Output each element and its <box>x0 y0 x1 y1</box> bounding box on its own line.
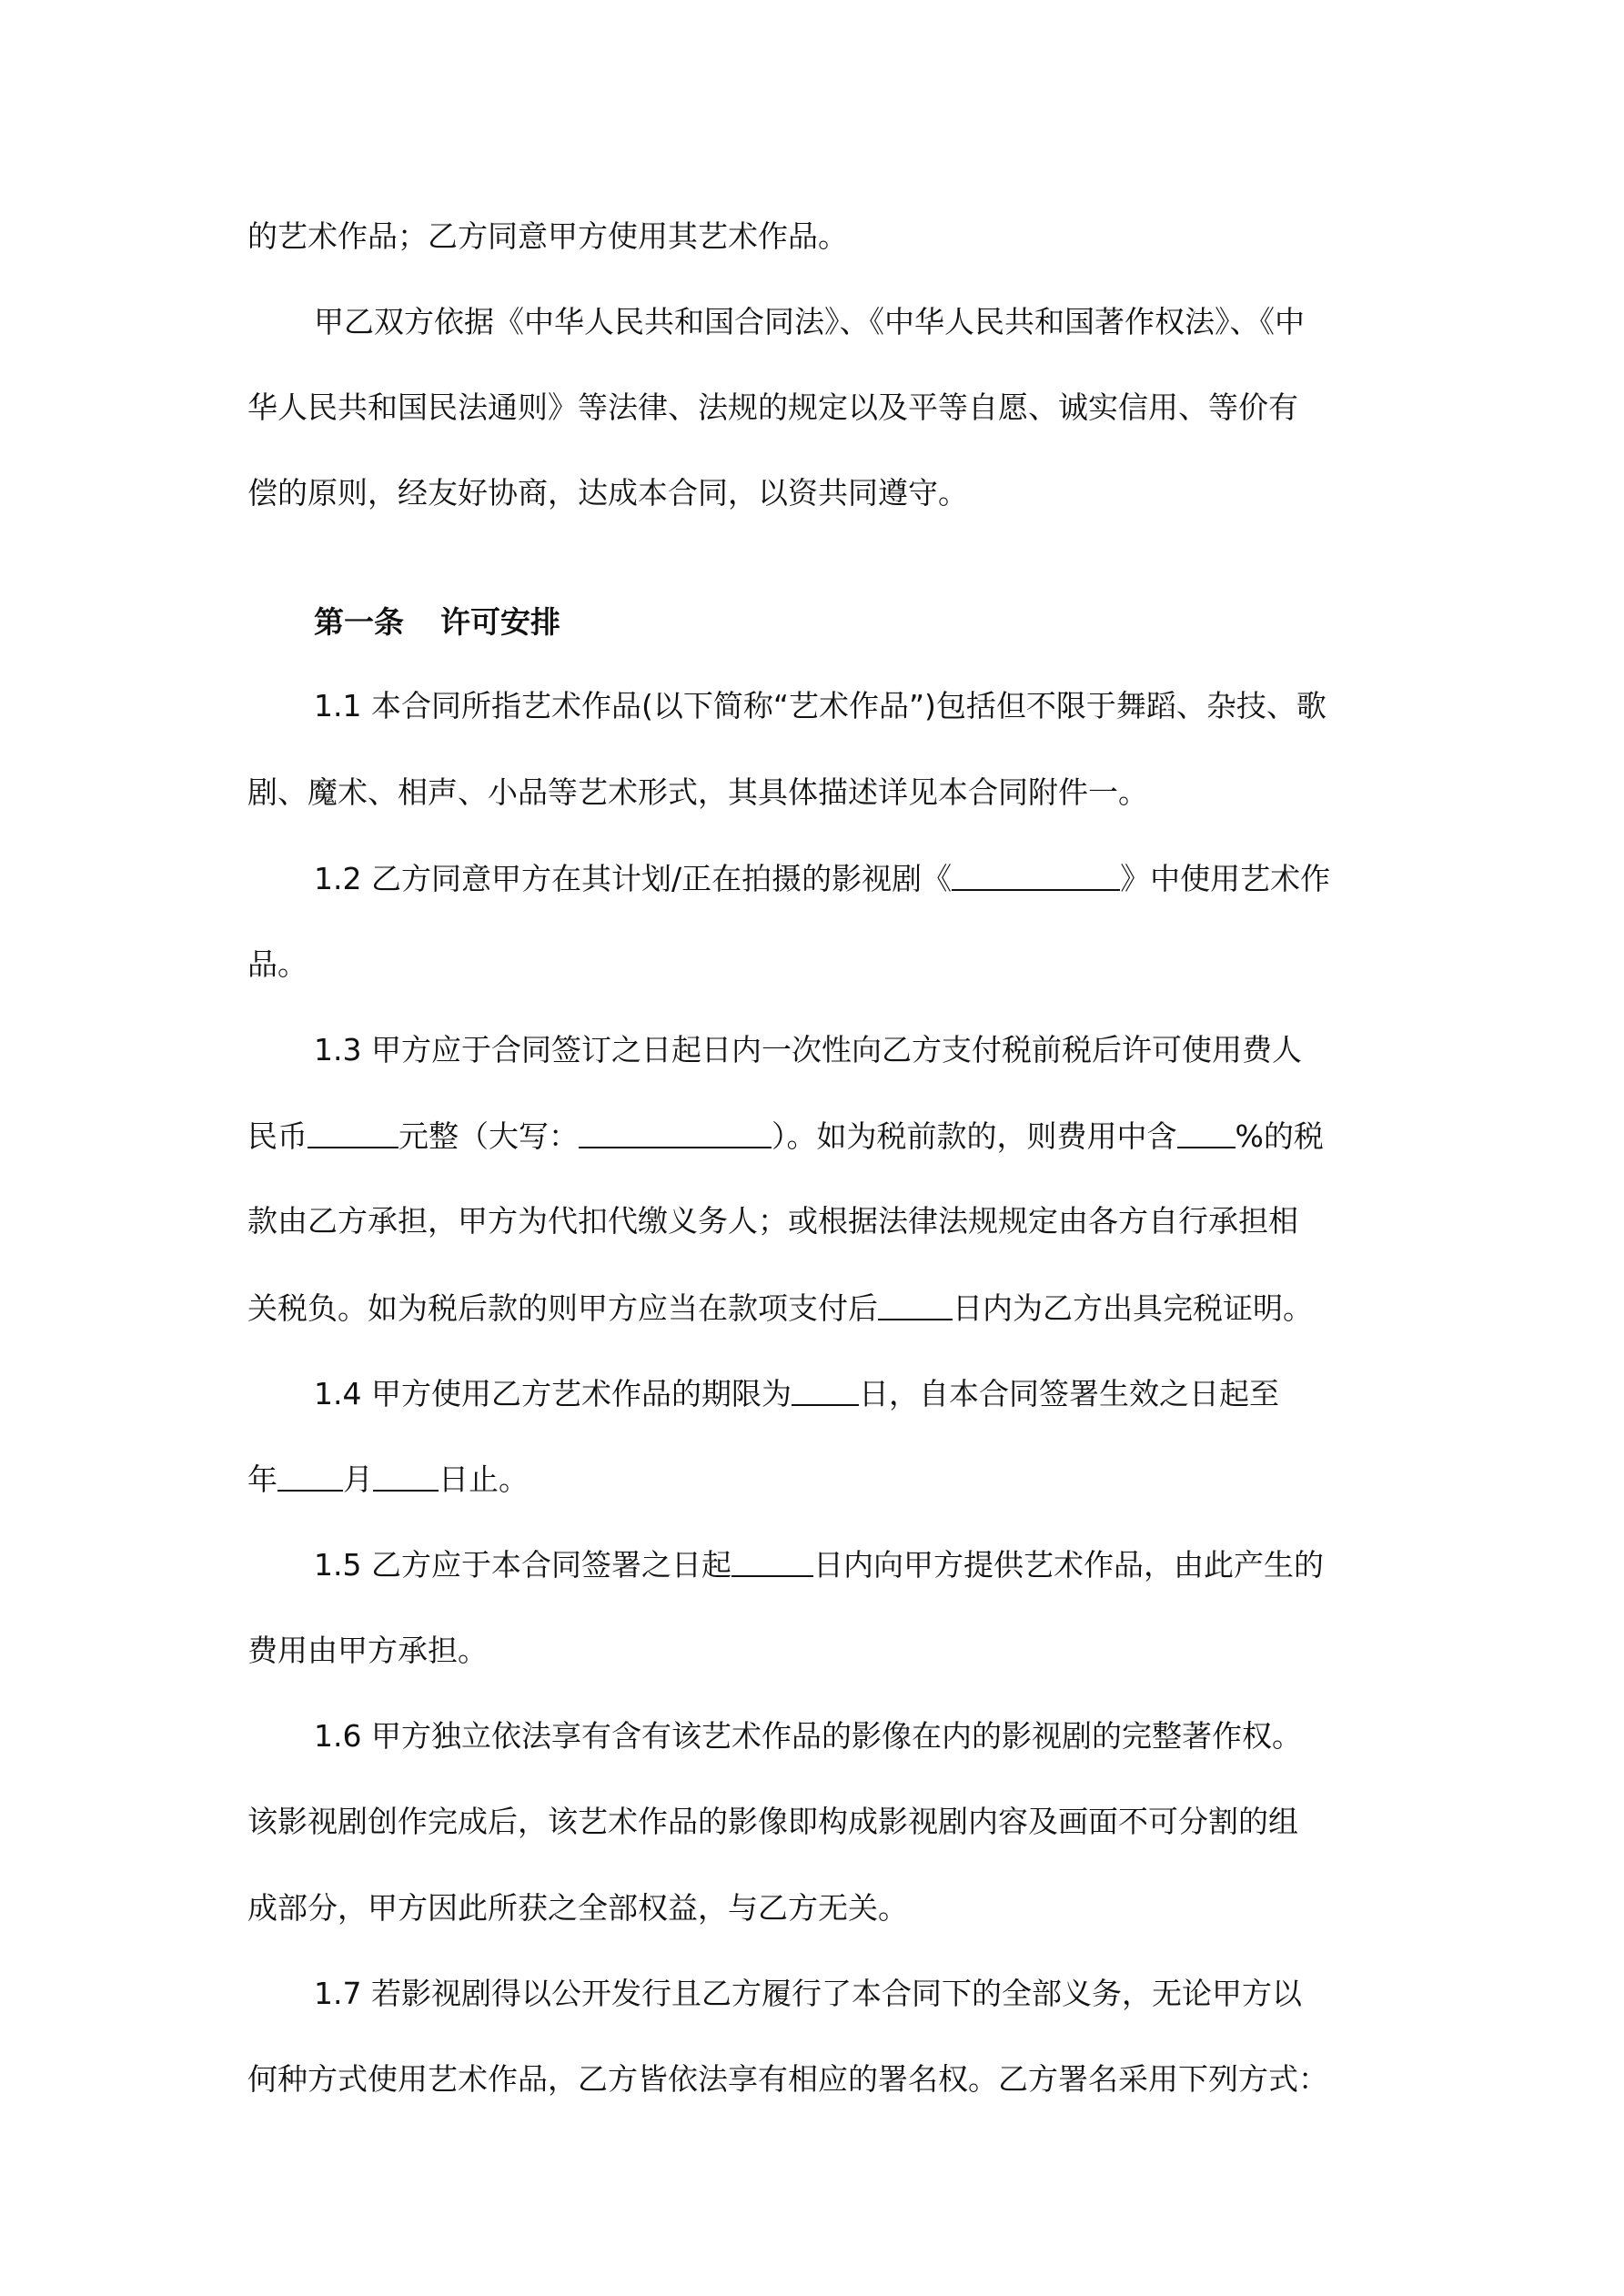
fill-blank-tax-percent <box>1177 1118 1236 1148</box>
clause-1-4-line: 1.4 甲方使用乙方艺术作品的期限为 日，自本合同签署生效之日起至 <box>314 1376 1279 1411</box>
paragraph-line: 偿的原则，经友好协商，达成本合同，以资共同遵守。 <box>247 475 968 511</box>
clause-1-3-line: 款由乙方承担，甲方为代扣代缴义务人；或根据法律法规规定由各方自行承担相 <box>247 1203 1298 1239</box>
fill-blank-amount-words <box>579 1118 772 1148</box>
clause-1-2-line: 1.2 乙方同意甲方在其计划/正在拍摄的影视剧《 》中使用艺术作 <box>314 861 1331 896</box>
clause-1-1-line: 1.1 本合同所指艺术作品(以下简称“艺术作品”)包括但不限于舞蹈、杂技、歌 <box>314 688 1326 723</box>
paragraph-line: 甲乙双方依据《中华人民共和国合同法》、《中华人民共和国著作权法》、《中 <box>314 304 1305 339</box>
paragraph-line: 华人民共和国民法通则》等法律、法规的规定以及平等自愿、诚实信用、等价有 <box>247 389 1298 425</box>
fill-blank-drama-title <box>952 860 1120 891</box>
clause-1-6-line: 成部分，甲方因此所获之全部权益，与乙方无关。 <box>247 1890 908 1926</box>
paragraph-line: 的艺术作品；乙方同意甲方使用其艺术作品。 <box>247 218 848 254</box>
clause-1-6-line: 1.6 甲方独立依法享有含有该艺术作品的影像在内的影视剧的完整著作权。 <box>314 1718 1302 1754</box>
fill-blank-delivery-days <box>731 1546 813 1577</box>
clause-1-4-line: 年 月 日止。 <box>247 1462 529 1497</box>
fill-blank-days <box>878 1290 953 1320</box>
clause-1-2-line: 品。 <box>247 946 308 982</box>
clause-1-3-line: 民币 元整（大写： ）。如为税前款的，则费用中含 %的税 <box>247 1118 1324 1154</box>
article-heading <box>314 604 1451 641</box>
fill-blank-amount <box>308 1118 398 1148</box>
fill-blank-year <box>277 1461 343 1492</box>
fill-blank-term-days <box>792 1375 859 1406</box>
clause-1-5-line: 费用由甲方承担。 <box>247 1633 488 1668</box>
clause-1-5-line: 1.5 乙方应于本合同签署之日起 日内向甲方提供艺术作品，由此产生的 <box>314 1547 1324 1583</box>
clause-1-3-line: 关税负。如为税后款的则甲方应当在款项支付后 日内为乙方出具完税证明。 <box>247 1290 1313 1326</box>
clause-1-1-line: 剧、魔术、相声、小品等艺术形式，其具体描述详见本合同附件一。 <box>247 774 1148 810</box>
fill-blank-month <box>373 1461 439 1492</box>
article-name: 许可安排 <box>440 604 560 640</box>
clause-1-6-line: 该影视剧创作完成后，该艺术作品的影像即构成影视剧内容及画面不可分割的组 <box>247 1804 1298 1839</box>
clause-1-7-line: 何种方式使用艺术作品，乙方皆依法享有相应的署名权。乙方署名采用下列方式： <box>247 2061 1328 2097</box>
clause-1-7-line: 1.7 若影视剧得以公开发行且乙方履行了本合同下的全部义务，无论甲方以 <box>314 1976 1302 2011</box>
article-number: 第一条 <box>314 604 404 640</box>
clause-1-3-line: 1.3 甲方应于合同签订之日起日内一次性向乙方支付税前税后许可使用费人 <box>314 1032 1302 1067</box>
